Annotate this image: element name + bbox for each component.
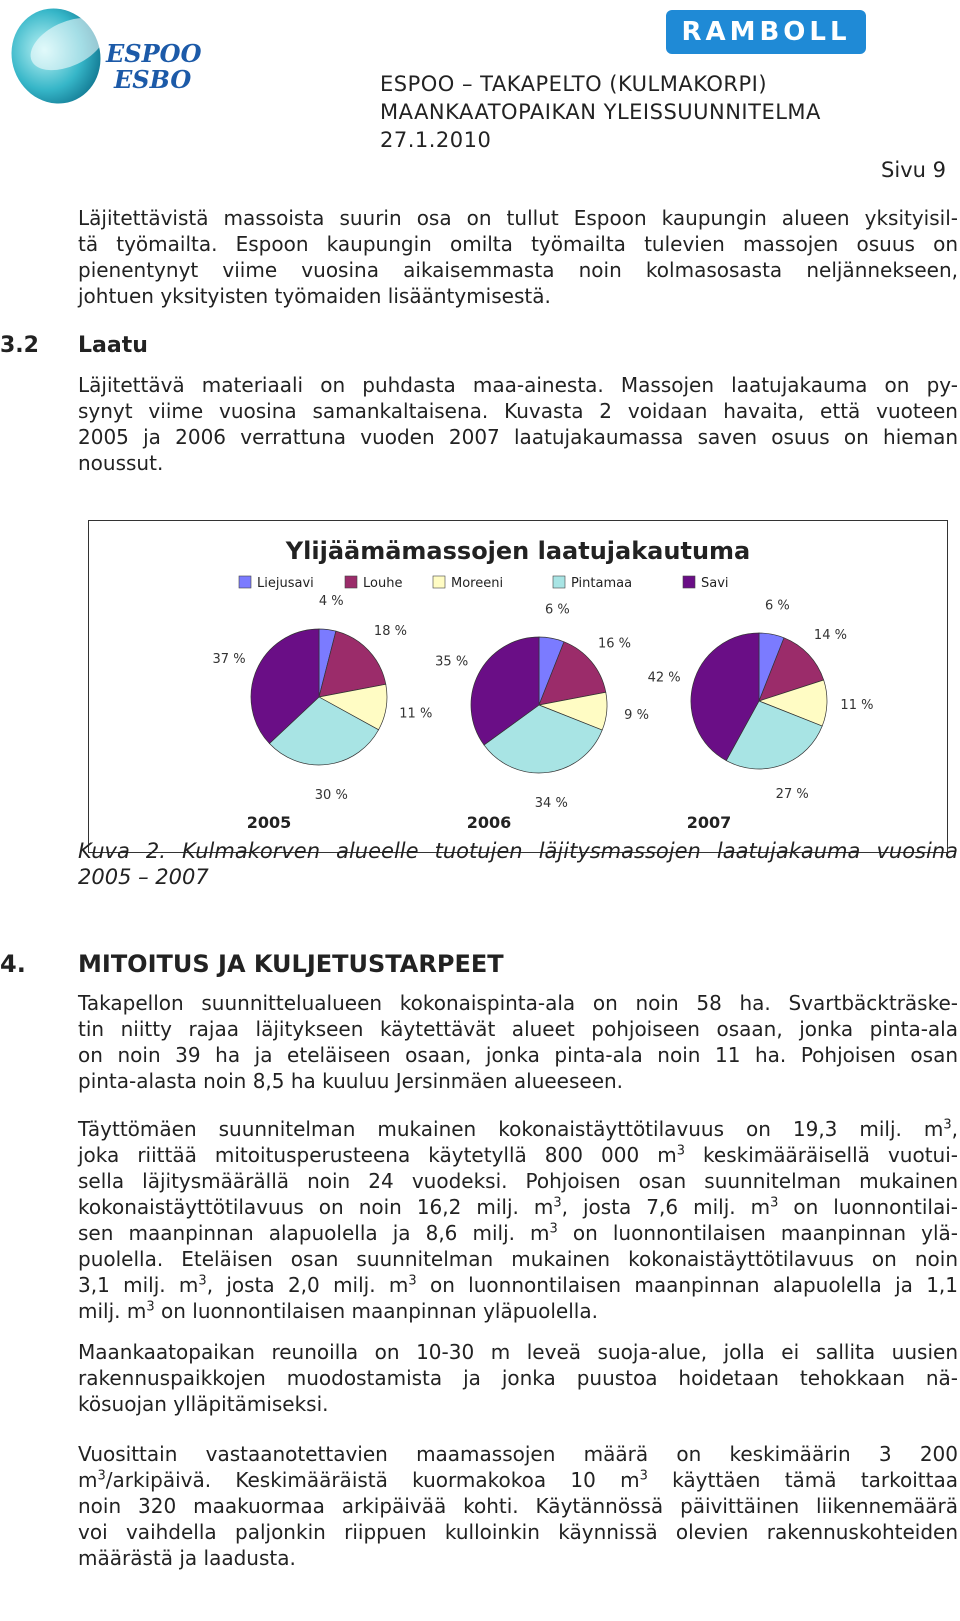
figure-caption [78, 838, 958, 890]
text-line: sella läjitysmäärällä noin 24 vuodeksi. Pohjoisen osan suunnitelman mukainen [78, 1169, 958, 1193]
text-line: synyt viime vuosina samankaltaisena. Kuvasta 2 voidaan havaita, että vuoteen [78, 399, 958, 423]
section-title: MITOITUS JA KULJETUSTARPEET [78, 950, 504, 978]
pie-slice-label: 6 % [764, 598, 790, 614]
caption-line: 2005 – 2007 [78, 865, 209, 889]
text-line: sen maanpinnan alapuolella ja 8,6 milj. $m^3$ on luonnontilaisen maanpinnan ylä- [78, 1221, 958, 1245]
section-paragraph [78, 372, 958, 476]
paragraph-traffic [78, 1441, 958, 1571]
document-date: 27.1.2010 [380, 128, 492, 152]
text-line: Täyttömäen suunnitelman mukainen kokonaistäyttötilavuus on 19,3 milj. $m^3$, [78, 1117, 958, 1141]
section-number: 3.2 [0, 333, 39, 358]
section-title: Laatu [78, 333, 148, 358]
pie-year-label: 2006 [466, 813, 512, 832]
espoo-logo-text-2: ESBO [114, 65, 192, 94]
pie-slice-label: 11 % [399, 706, 433, 722]
text-line: Läjitettävistä massoista suurin osa on tullut Espoon kaupungin alueen yksityisil- [78, 206, 958, 230]
pie-slice-label: 35 % [435, 654, 469, 670]
text-line: kokonaistäyttötilavuus on noin 16,2 milj. $m^3$, josta 7,6 milj. $m^3$ on luonnontilai- [78, 1195, 958, 1219]
pie-slice-label: 14 % [813, 627, 847, 643]
pie-slice-label: 27 % [775, 787, 809, 803]
pie-year-label: 2007 [686, 813, 732, 832]
text-line: määrästä ja laadusta. [78, 1546, 296, 1570]
text-line: joka riittää mitoitusperusteena käytetyllä 800 000 $m^3$ keskimääräisellä vuotui- [78, 1143, 958, 1167]
section-number: 4. [0, 950, 26, 978]
pie-slice-label: 30 % [314, 788, 348, 804]
pie-slice-label: 11 % [840, 698, 874, 714]
legend-swatch [433, 576, 445, 588]
pie-year-label: 2005 [246, 813, 292, 832]
text-line: pinta-alasta noin 8,5 ha kuuluu Jersinmäen alueeseen. [78, 1069, 624, 1093]
text-line: rakennuspaikkojen muodostamista ja jonka puustoa hoidetaan tehokkaan nä- [78, 1366, 958, 1390]
chart-title: Ylijäämämassojen laatujakautuma [285, 537, 751, 565]
text-line: noussut. [78, 451, 164, 475]
text-line: voi vaihdella paljonkin riippuen kulloinkin käynnissä olevien rakennuskohteiden [78, 1520, 958, 1544]
legend-swatch [345, 576, 357, 588]
text-line: kösuojan ylläpitämiseksi. [78, 1392, 329, 1416]
pie-slice-label: 4 % [318, 593, 344, 609]
legend-label: Liejusavi [257, 576, 314, 591]
text-line: noin 320 maakuormaa arkipäivää kohti. Käytännössä päivittäinen liikennemäärä [78, 1494, 958, 1518]
text-line: milj. $m^3$ on luonnontilaisen maanpinnan yläpuolella. [78, 1299, 598, 1323]
text-line: 3,1 milj. $m^3$, josta 2,0 milj. $m^3$ on luonnontilaisen maanpinnan alapuolella ja 1,1 [78, 1273, 959, 1297]
text-line: Vuosittain vastaanotettavien maamassojen määrä on keskimäärin 3 200 [78, 1442, 958, 1466]
pie-slice-label: 9 % [624, 708, 649, 724]
text-line: puolella. Eteläisen osan suunnitelman mukainen kokonaistäyttötilavuus on noin [78, 1247, 958, 1271]
ramboll-logo [666, 10, 866, 54]
page-number: Sivu 9 [881, 158, 946, 182]
paragraph-buffer-zone [78, 1339, 958, 1417]
pie-slice-label: 16 % [597, 636, 632, 652]
legend-swatch [553, 576, 565, 588]
ramboll-logo-text: RAMBOLL [681, 17, 851, 47]
pie-slice-label: 34 % [534, 796, 568, 812]
document-title-line-2: MAANKAATOPAIKAN YLEISSUUNNITELMA [380, 100, 821, 124]
intro-paragraph [78, 205, 958, 309]
chart-legend [239, 576, 729, 591]
chart-pies [213, 594, 874, 832]
pie-chart-figure [88, 520, 948, 853]
legend-swatch [683, 576, 695, 588]
caption-line: Kuva 2. Kulmakorven alueelle tuotujen läjitysmassojen laatujakauma vuosina [78, 839, 958, 863]
document-title-line-1: ESPOO – TAKAPELTO (KULMAKORPI) [380, 72, 768, 96]
espoo-logo [8, 4, 208, 108]
legend-label: Savi [701, 576, 729, 591]
legend-label: Pintamaa [571, 576, 633, 591]
pie-slice-label: 37 % [212, 652, 246, 668]
text-line: johtuen yksityisten työmaiden lisääntymisestä. [78, 284, 551, 308]
pie-chart-svg [89, 521, 947, 852]
legend-swatch [239, 576, 251, 588]
legend-label: Louhe [363, 576, 403, 591]
text-line: Takapellon suunnittelualueen kokonaispinta-ala on noin 58 ha. Svartbäckträske- [78, 991, 958, 1015]
text-line: tin niitty rajaa läjitykseen käytettävät alueet pohjoiseen osaan, jonka pinta-ala [78, 1017, 958, 1041]
text-line: 2005 ja 2006 verrattuna vuoden 2007 laatujakaumassa saven osuus on hieman [78, 425, 958, 449]
text-line: Läjitettävä materiaali on puhdasta maa-ainesta. Massojen laatujakauma on py- [78, 373, 958, 397]
text-line: on noin 39 ha ja eteläiseen osaan, jonka pinta-ala noin 11 ha. Pohjoisen osan [78, 1043, 958, 1067]
pie-slice-label: 42 % [647, 670, 681, 686]
pie-slice-label: 18 % [373, 623, 407, 639]
text-line: $m^3$/arkipäivä. Keskimääräistä kuormakokoa 10 $m^3$ käyttäen tämä tarkoittaa [78, 1468, 958, 1492]
legend-label: Moreeni [451, 576, 504, 591]
text-line: pienentynyt viime vuosina aikaisemmasta noin kolmasosasta neljännekseen, [78, 258, 958, 282]
text-line: Maankaatopaikan reunoilla on 10-30 m leveä suoja-alue, jolla ei sallita uusien [78, 1340, 958, 1364]
espoo-logo-text-1: ESPOO [106, 39, 202, 68]
paragraph-volume [78, 1116, 958, 1324]
pie-slice-label: 6 % [544, 602, 570, 618]
paragraph-area [78, 990, 958, 1094]
text-line: tä työmailta. Espoon kaupungin omilta työmailta tulevien massojen osuus on [78, 232, 958, 256]
